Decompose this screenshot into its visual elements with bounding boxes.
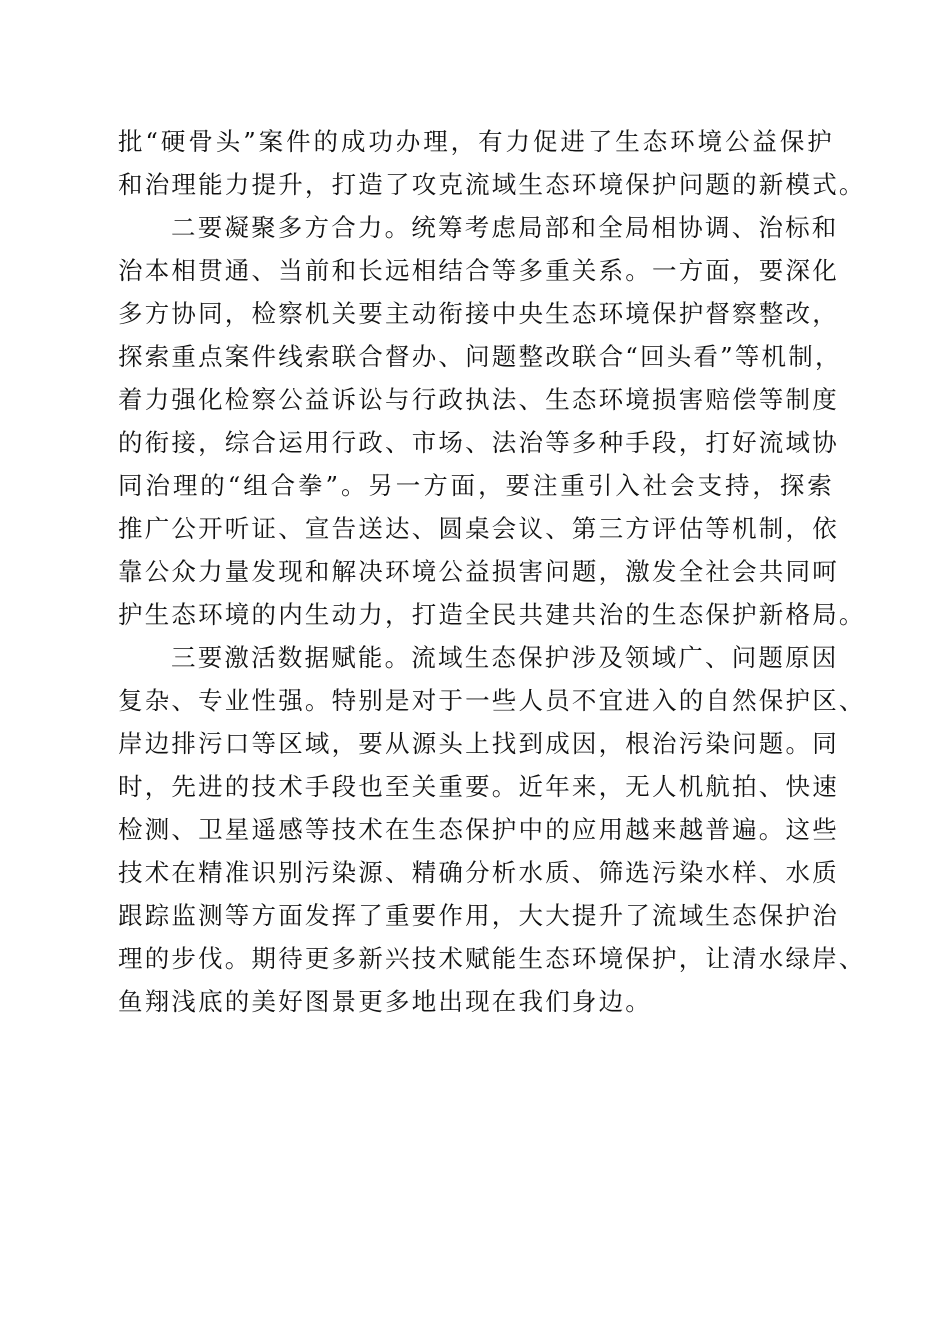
text-line: 同治理的“组合拳”。另一方面，要注重引入社会支持，探索 <box>118 471 834 500</box>
text-line: 多方协同，检察机关要主动衔接中央生态环境保护督察整改， <box>118 299 839 328</box>
text-line: 时，先进的技术手段也至关重要。近年来，无人机航拍、快速 <box>118 772 839 801</box>
text-line: 着力强化检察公益诉讼与行政执法、生态环境损害赔偿等制度 <box>118 385 839 414</box>
text-line: 岸边排污口等区域，要从源头上找到成因，根治污染问题。同 <box>118 729 839 758</box>
paragraph-first-line: 二要凝聚多方合力。统筹考虑局部和全局相协调、治标和 <box>171 213 839 242</box>
text-line: 和治理能力提升，打造了攻克流域生态环境保护问题的新模式。 <box>118 170 866 199</box>
text-line: 理的步伐。期待更多新兴技术赋能生态环境保护，让清水绿岸、 <box>118 944 866 973</box>
paragraph-first-line: 三要激活数据赋能。流域生态保护涉及领域广、问题原因 <box>171 643 839 672</box>
text-line: 探索重点案件线索联合督办、问题整改联合“回头看”等机制， <box>118 342 842 371</box>
text-line: 靠公众力量发现和解决环境公益损害问题，激发全社会共同呵 <box>118 557 839 586</box>
text-line: 复杂、专业性强。特别是对于一些人员不宜进入的自然保护区、 <box>118 686 866 715</box>
text-line: 跟踪监测等方面发挥了重要作用，大大提升了流域生态保护治 <box>118 901 839 930</box>
text-line: 护生态环境的内生动力，打造全民共建共治的生态保护新格局。 <box>118 600 866 629</box>
text-line: 的衔接，综合运用行政、市场、法治等多种手段，打好流域协 <box>118 428 839 457</box>
text-line: 检测、卫星遥感等技术在生态保护中的应用越来越普遍。这些 <box>118 815 839 844</box>
text-line: 鱼翔浅底的美好图景更多地出现在我们身边。 <box>118 987 652 1016</box>
text-line: 治本相贯通、当前和长远相结合等多重关系。一方面，要深化 <box>118 256 839 285</box>
document-body <box>118 120 866 1023</box>
text-line: 批“硬骨头”案件的成功办理，有力促进了生态环境公益保护 <box>118 127 834 156</box>
text-line: 推广公开听证、宣告送达、圆桌会议、第三方评估等机制，依 <box>118 514 839 543</box>
text-line: 技术在精准识别污染源、精确分析水质、筛选污染水样、水质 <box>118 858 839 887</box>
